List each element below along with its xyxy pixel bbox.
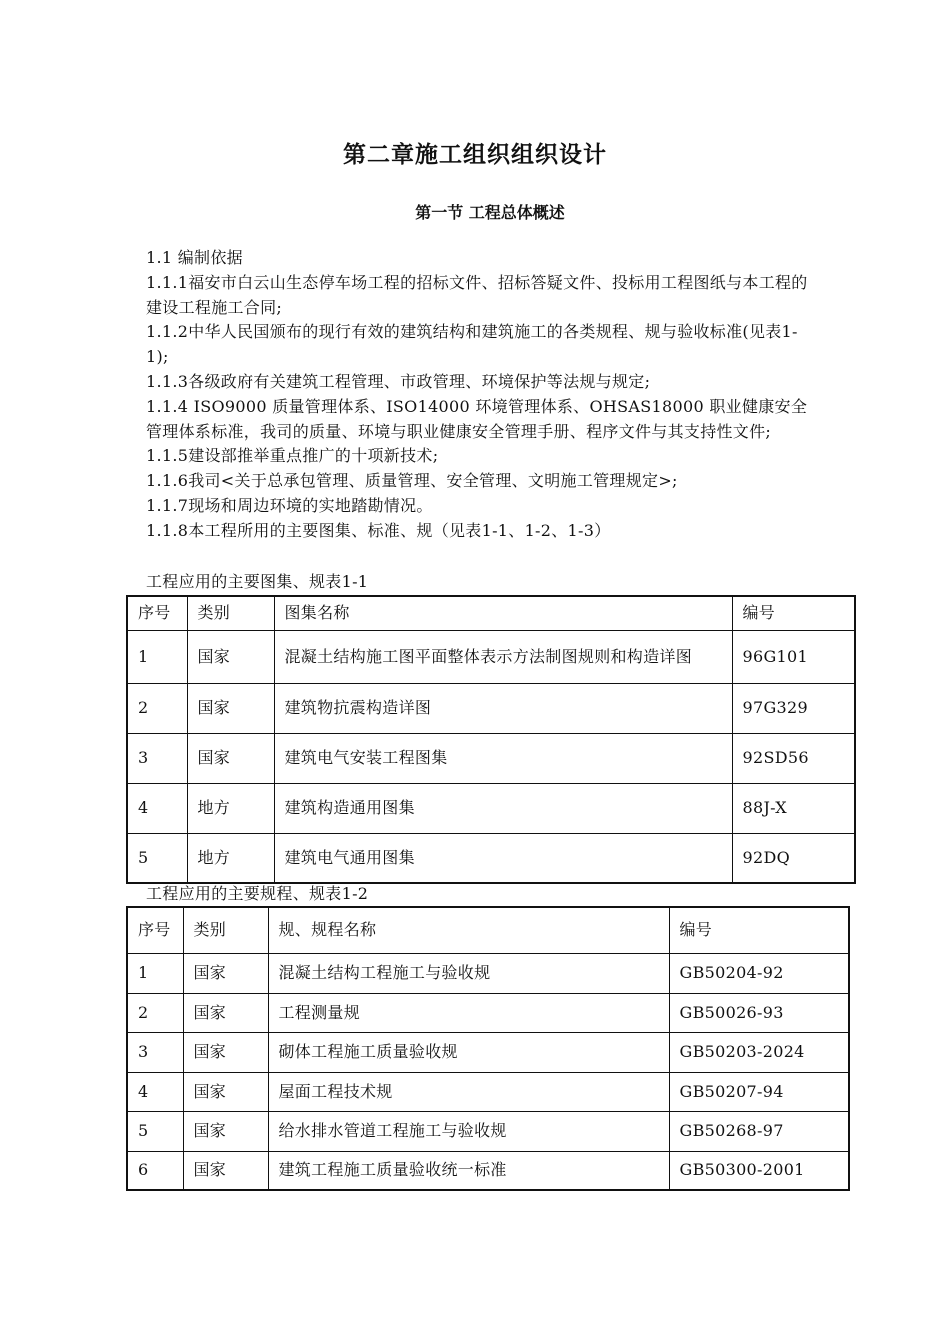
paragraph: 1.1.5建设部推举重点推广的十项新技术;	[146, 446, 439, 466]
atlas-table	[126, 595, 856, 884]
table-row	[127, 1151, 849, 1190]
table-cell: GB50300-2001	[669, 1151, 849, 1190]
table-row	[127, 953, 849, 993]
header-cell: 序号	[127, 596, 187, 630]
paragraph: 1.1.3各级政府有关建筑工程管理、市政管理、环境保护等法规与规定;	[146, 371, 651, 391]
table-cell: 国家	[183, 1072, 268, 1111]
table-row	[127, 1072, 849, 1111]
header-cell: 规、规程名称	[268, 907, 669, 953]
table-cell: 混凝土结构工程施工与验收规	[268, 953, 669, 993]
header-cell: 编号	[732, 596, 855, 630]
header-cell: 类别	[187, 596, 274, 630]
table-row	[127, 733, 855, 783]
table-cell: 建筑物抗震构造详图	[274, 683, 732, 733]
table-cell: 国家	[183, 1151, 268, 1190]
table-row	[127, 833, 855, 883]
table-row	[127, 783, 855, 833]
table-row	[127, 993, 849, 1032]
paragraph: 1.1.1福安市白云山生态停车场工程的招标文件、招标答疑文件、投标用工程图纸与本工程的建设工程施工合同;	[146, 272, 808, 317]
table-cell: 地方	[187, 833, 274, 883]
table-cell: 国家	[183, 1111, 268, 1151]
table-row	[127, 683, 855, 733]
table-cell: 混凝土结构施工图平面整体表示方法制图规则和构造详图	[274, 630, 732, 683]
table-cell: 建筑工程施工质量验收统一标准	[268, 1151, 669, 1190]
table1-caption: 工程应用的主要图集、规表1-1	[146, 572, 369, 591]
table-cell: 4	[127, 1072, 183, 1111]
paragraph: 1.1.7现场和周边环境的实地踏勘情况。	[146, 495, 433, 515]
table-cell: 地方	[187, 783, 274, 833]
header-cell: 序号	[127, 907, 183, 953]
header-cell: 类别	[183, 907, 268, 953]
table-cell: 工程测量规	[268, 993, 669, 1032]
table-row	[127, 1111, 849, 1151]
paragraph: 1.1.8本工程所用的主要图集、标准、规（见表1-1、1-2、1-3）	[146, 520, 611, 540]
table-cell: 1	[127, 953, 183, 993]
paragraph: 1.1.4 ISO9000 质量管理体系、ISO14000 环境管理体系、OHSAS18000 职业健康安全管理体系标准，我司的质量、环境与职业健康安全管理手册、程序文件与其支持性文件;	[146, 396, 808, 441]
table-cell: 砌体工程施工质量验收规	[268, 1032, 669, 1072]
table-cell: 2	[127, 683, 187, 733]
table-cell: GB50207-94	[669, 1072, 849, 1111]
table-cell: 97G329	[732, 683, 855, 733]
table-cell: 5	[127, 833, 187, 883]
table-cell: 屋面工程技术规	[268, 1072, 669, 1111]
table-cell: 3	[127, 1032, 183, 1072]
table-cell: GB50268-97	[669, 1111, 849, 1151]
standards-table	[126, 906, 850, 1191]
table-header-row	[127, 596, 855, 630]
page-title: 第二章施工组织组织设计	[343, 142, 607, 168]
paragraph: 1.1.2中华人民国颁布的现行有效的建筑结构和建筑施工的各类规程、规与验收标准(见表1-1);	[146, 322, 798, 367]
table-cell: 3	[127, 733, 187, 783]
table-cell: GB50203-2024	[669, 1032, 849, 1072]
table-cell: 国家	[183, 1032, 268, 1072]
section-title: 第一节 工程总体概述	[415, 203, 565, 222]
table-cell: 88J-X	[732, 783, 855, 833]
table-cell: 建筑电气通用图集	[274, 833, 732, 883]
paragraph: 1.1.6我司<关于总承包管理、质量管理、安全管理、文明施工管理规定>;	[146, 471, 678, 491]
table-cell: 国家	[183, 953, 268, 993]
table-row	[127, 630, 855, 683]
table-cell: 建筑构造通用图集	[274, 783, 732, 833]
table-cell: 1	[127, 630, 187, 683]
table-cell: 92DQ	[732, 833, 855, 883]
table-cell: 给水排水管道工程施工与验收规	[268, 1111, 669, 1151]
table-cell: 国家	[187, 733, 274, 783]
table-header-row	[127, 907, 849, 953]
table-cell: 92SD56	[732, 733, 855, 783]
paragraph: 1.1 编制依据	[146, 248, 243, 267]
table-cell: 国家	[187, 683, 274, 733]
table2-caption: 工程应用的主要规程、规表1-2	[146, 884, 369, 903]
table-cell: GB50204-92	[669, 953, 849, 993]
header-cell: 图集名称	[274, 596, 732, 630]
table-cell: 2	[127, 993, 183, 1032]
table-cell: 6	[127, 1151, 183, 1190]
table-cell: 96G101	[732, 630, 855, 683]
header-cell: 编号	[669, 907, 849, 953]
table-cell: 5	[127, 1111, 183, 1151]
table-cell: 国家	[187, 630, 274, 683]
body-text	[146, 246, 810, 544]
table-cell: GB50026-93	[669, 993, 849, 1032]
table-cell: 建筑电气安装工程图集	[274, 733, 732, 783]
table-cell: 4	[127, 783, 187, 833]
table-row	[127, 1032, 849, 1072]
table-cell: 国家	[183, 993, 268, 1032]
